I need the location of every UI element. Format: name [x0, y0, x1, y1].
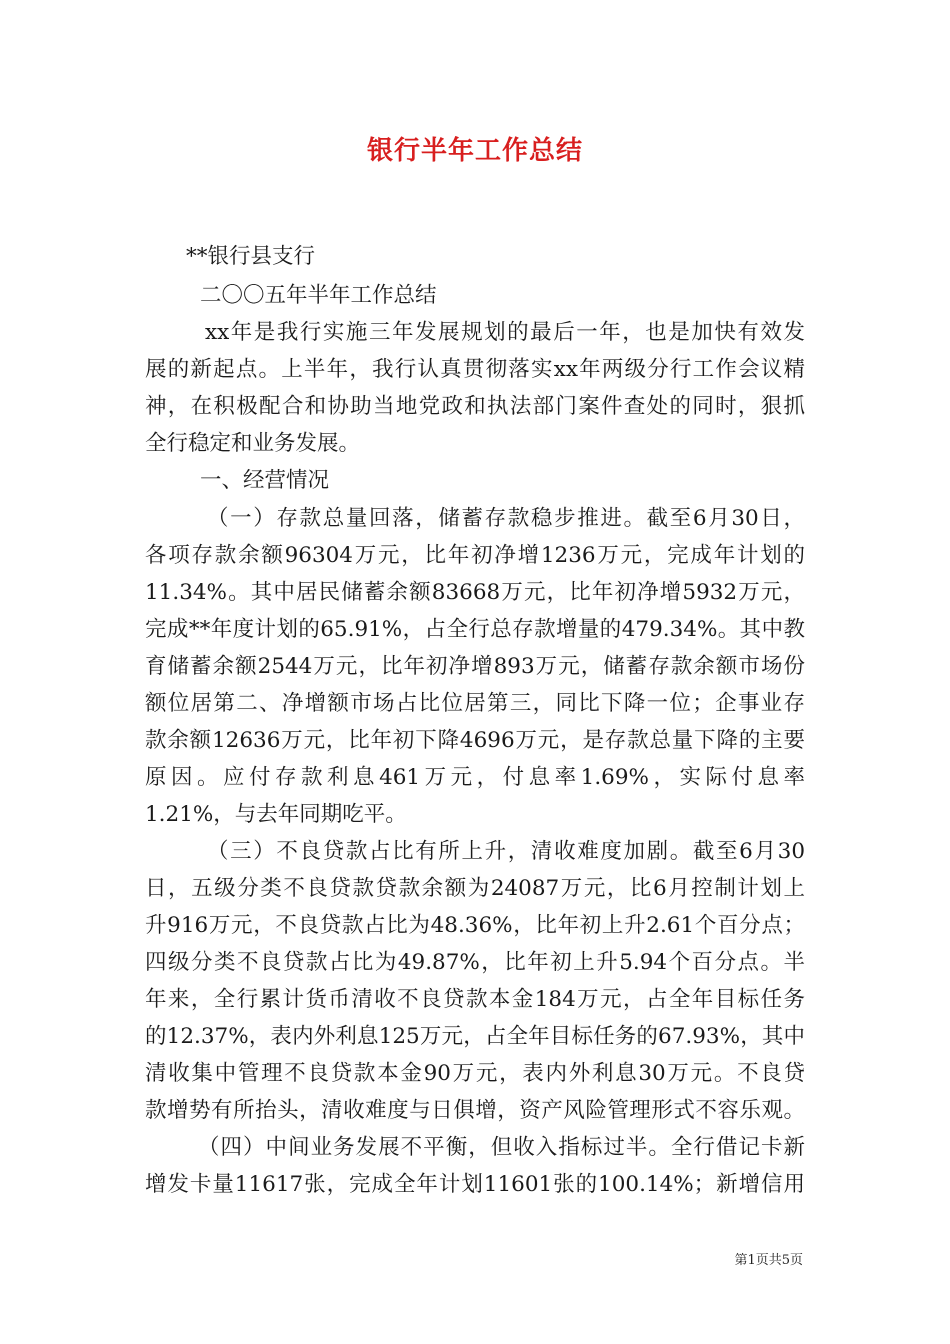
org-name: **银行县支行: [186, 244, 316, 269]
document-title: 银行半年工作总结: [366, 136, 583, 166]
section-heading: 一、经营情况: [200, 468, 330, 493]
paragraph-line: xx年是我行实施三年发展规划的最后一年，也是加快有效发: [205, 320, 805, 345]
paragraph-line: 全行稳定和业务发展。: [145, 431, 361, 456]
paragraph-line: 清收集中管理不良贷款本金90万元，表内外利息30万元。不良贷: [145, 1061, 805, 1086]
paragraph-line: 完成**年度计划的65.91%，占全行总存款增量的479.34%。其中教: [145, 617, 805, 642]
paragraph-line: 四级分类不良贷款占比为49.87%，比年初上升5.94个百分点。半: [145, 950, 805, 975]
doc-subtitle: 二〇〇五年半年工作总结: [200, 283, 437, 308]
paragraph-line: 11.34%。其中居民储蓄余额83668万元，比年初净增5932万元，: [145, 580, 805, 605]
paragraph-line: 1.21%，与去年同期吃平。: [145, 802, 407, 827]
paragraph-line: 年来，全行累计货币清收不良贷款本金184万元，占全年目标任务: [145, 987, 805, 1012]
paragraph-line: 款增势有所抬头，清收难度与日俱增，资产风险管理形式不容乐观。: [145, 1098, 805, 1123]
paragraph-line: 升916万元，不良贷款占比为48.36%，比年初上升2.61个百分点；: [145, 913, 805, 938]
paragraph-line: 增发卡量11617张，完成全年计划11601张的100.14%；新增信用: [145, 1172, 805, 1197]
paragraph-line: 育储蓄余额2544万元，比年初净增893万元，储蓄存款余额市场份: [145, 654, 805, 679]
paragraph-line: 款余额12636万元，比年初下降4696万元，是存款总量下降的主要: [145, 728, 805, 753]
paragraph-line: （一）存款总量回落，储蓄存款稳步推进。截至6月30日，: [207, 506, 805, 531]
paragraph-line: 各项存款余额96304万元，比年初净增1236万元，完成年计划的: [145, 543, 805, 568]
paragraph-line: 原因。应付存款利息461万元，付息率1.69%，实际付息率: [145, 765, 805, 790]
paragraph-line: 展的新起点。上半年，我行认真贯彻落实xx年两级分行工作会议精: [145, 357, 805, 382]
paragraph-line: （三）不良贷款占比有所上升，清收难度加剧。截至6月30: [207, 839, 805, 864]
paragraph-line: （四）中间业务发展不平衡，但收入指标过半。全行借记卡新: [198, 1135, 805, 1160]
paragraph-line: 的12.37%，表内外利息125万元，占全年目标任务的67.93%，其中: [145, 1024, 805, 1049]
paragraph-line: 神，在积极配合和协助当地党政和执法部门案件查处的同时，狠抓: [145, 394, 805, 419]
page-number: 第1页共5页: [734, 1253, 803, 1268]
paragraph-line: 日，五级分类不良贷款贷款余额为24087万元，比6月控制计划上: [145, 876, 805, 901]
paragraph-line: 额位居第二、净增额市场占比位居第三，同比下降一位；企事业存: [145, 691, 805, 716]
